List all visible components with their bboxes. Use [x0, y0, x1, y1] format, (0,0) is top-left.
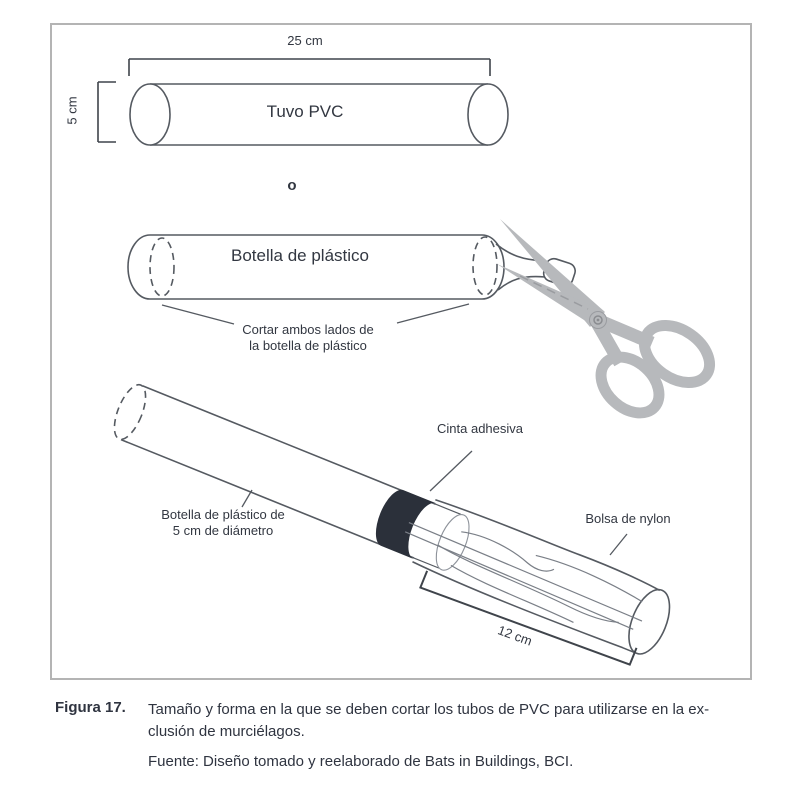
scissors-pivot-dot: [597, 319, 600, 322]
dimension-bracket-5cm: [98, 82, 116, 142]
cut-note-line2: la botella de plástico: [249, 338, 367, 353]
bottle-diameter-line2: 5 cm de diámetro: [172, 523, 274, 538]
figure-source: Fuente: Diseño tomado y reelaborado de Bats in Buildings, BCI.: [148, 753, 574, 770]
bag-end: [621, 584, 678, 660]
pvc-tube-right-end: [468, 84, 508, 145]
pvc-tube-left-end: [130, 84, 170, 145]
bottle-body: [150, 235, 482, 299]
caption-line1: Tamaño y forma en la que se deben cortar los tubos de PVC para utilizarse en la ex-: [148, 701, 710, 718]
figure-number: Figura 17.: [55, 699, 126, 716]
figure-caption: [148, 699, 748, 743]
assembly-tube-end-ellipse: [430, 510, 476, 574]
or-separator-label: o: [287, 177, 297, 194]
leader-cut-right: [397, 304, 469, 323]
bottle-left-cap: [128, 235, 150, 299]
scissors-handle-upper: [634, 314, 721, 395]
bag-label: Bolsa de nylon: [585, 511, 671, 526]
bottle-diameter-line1: Botella de plástico de: [161, 507, 285, 522]
pvc-tube-label: Tuvo PVC: [266, 102, 344, 121]
assembly-tube-tip: [414, 504, 461, 568]
assembly-length-label: 12 cm: [495, 622, 535, 649]
scissors-handle-lower: [590, 346, 670, 424]
cut-note-line1: Cortar ambos lados de: [242, 322, 374, 337]
leader-bottle-diameter: [242, 490, 252, 507]
bottle-diameter-note: [123, 507, 323, 539]
tape-band: [369, 485, 436, 559]
pvc-length-label: 25 cm: [287, 33, 323, 48]
dimension-bracket-25cm: [129, 59, 490, 76]
leader-bag: [610, 534, 627, 555]
bottle-left-cutline: [150, 238, 174, 296]
bottle-label: Botella de plástico: [231, 246, 369, 265]
assembly-tube-open-end: [108, 381, 152, 444]
leader-tape: [430, 451, 472, 491]
bottle-right-cutline: [473, 237, 497, 295]
cut-note: [208, 322, 408, 354]
tape-label: Cinta adhesiva: [437, 421, 523, 436]
caption-line2: clusión de murciélagos.: [148, 723, 305, 740]
pvc-diameter-label: 5 cm: [64, 96, 80, 125]
scissors-icon: [497, 219, 720, 424]
